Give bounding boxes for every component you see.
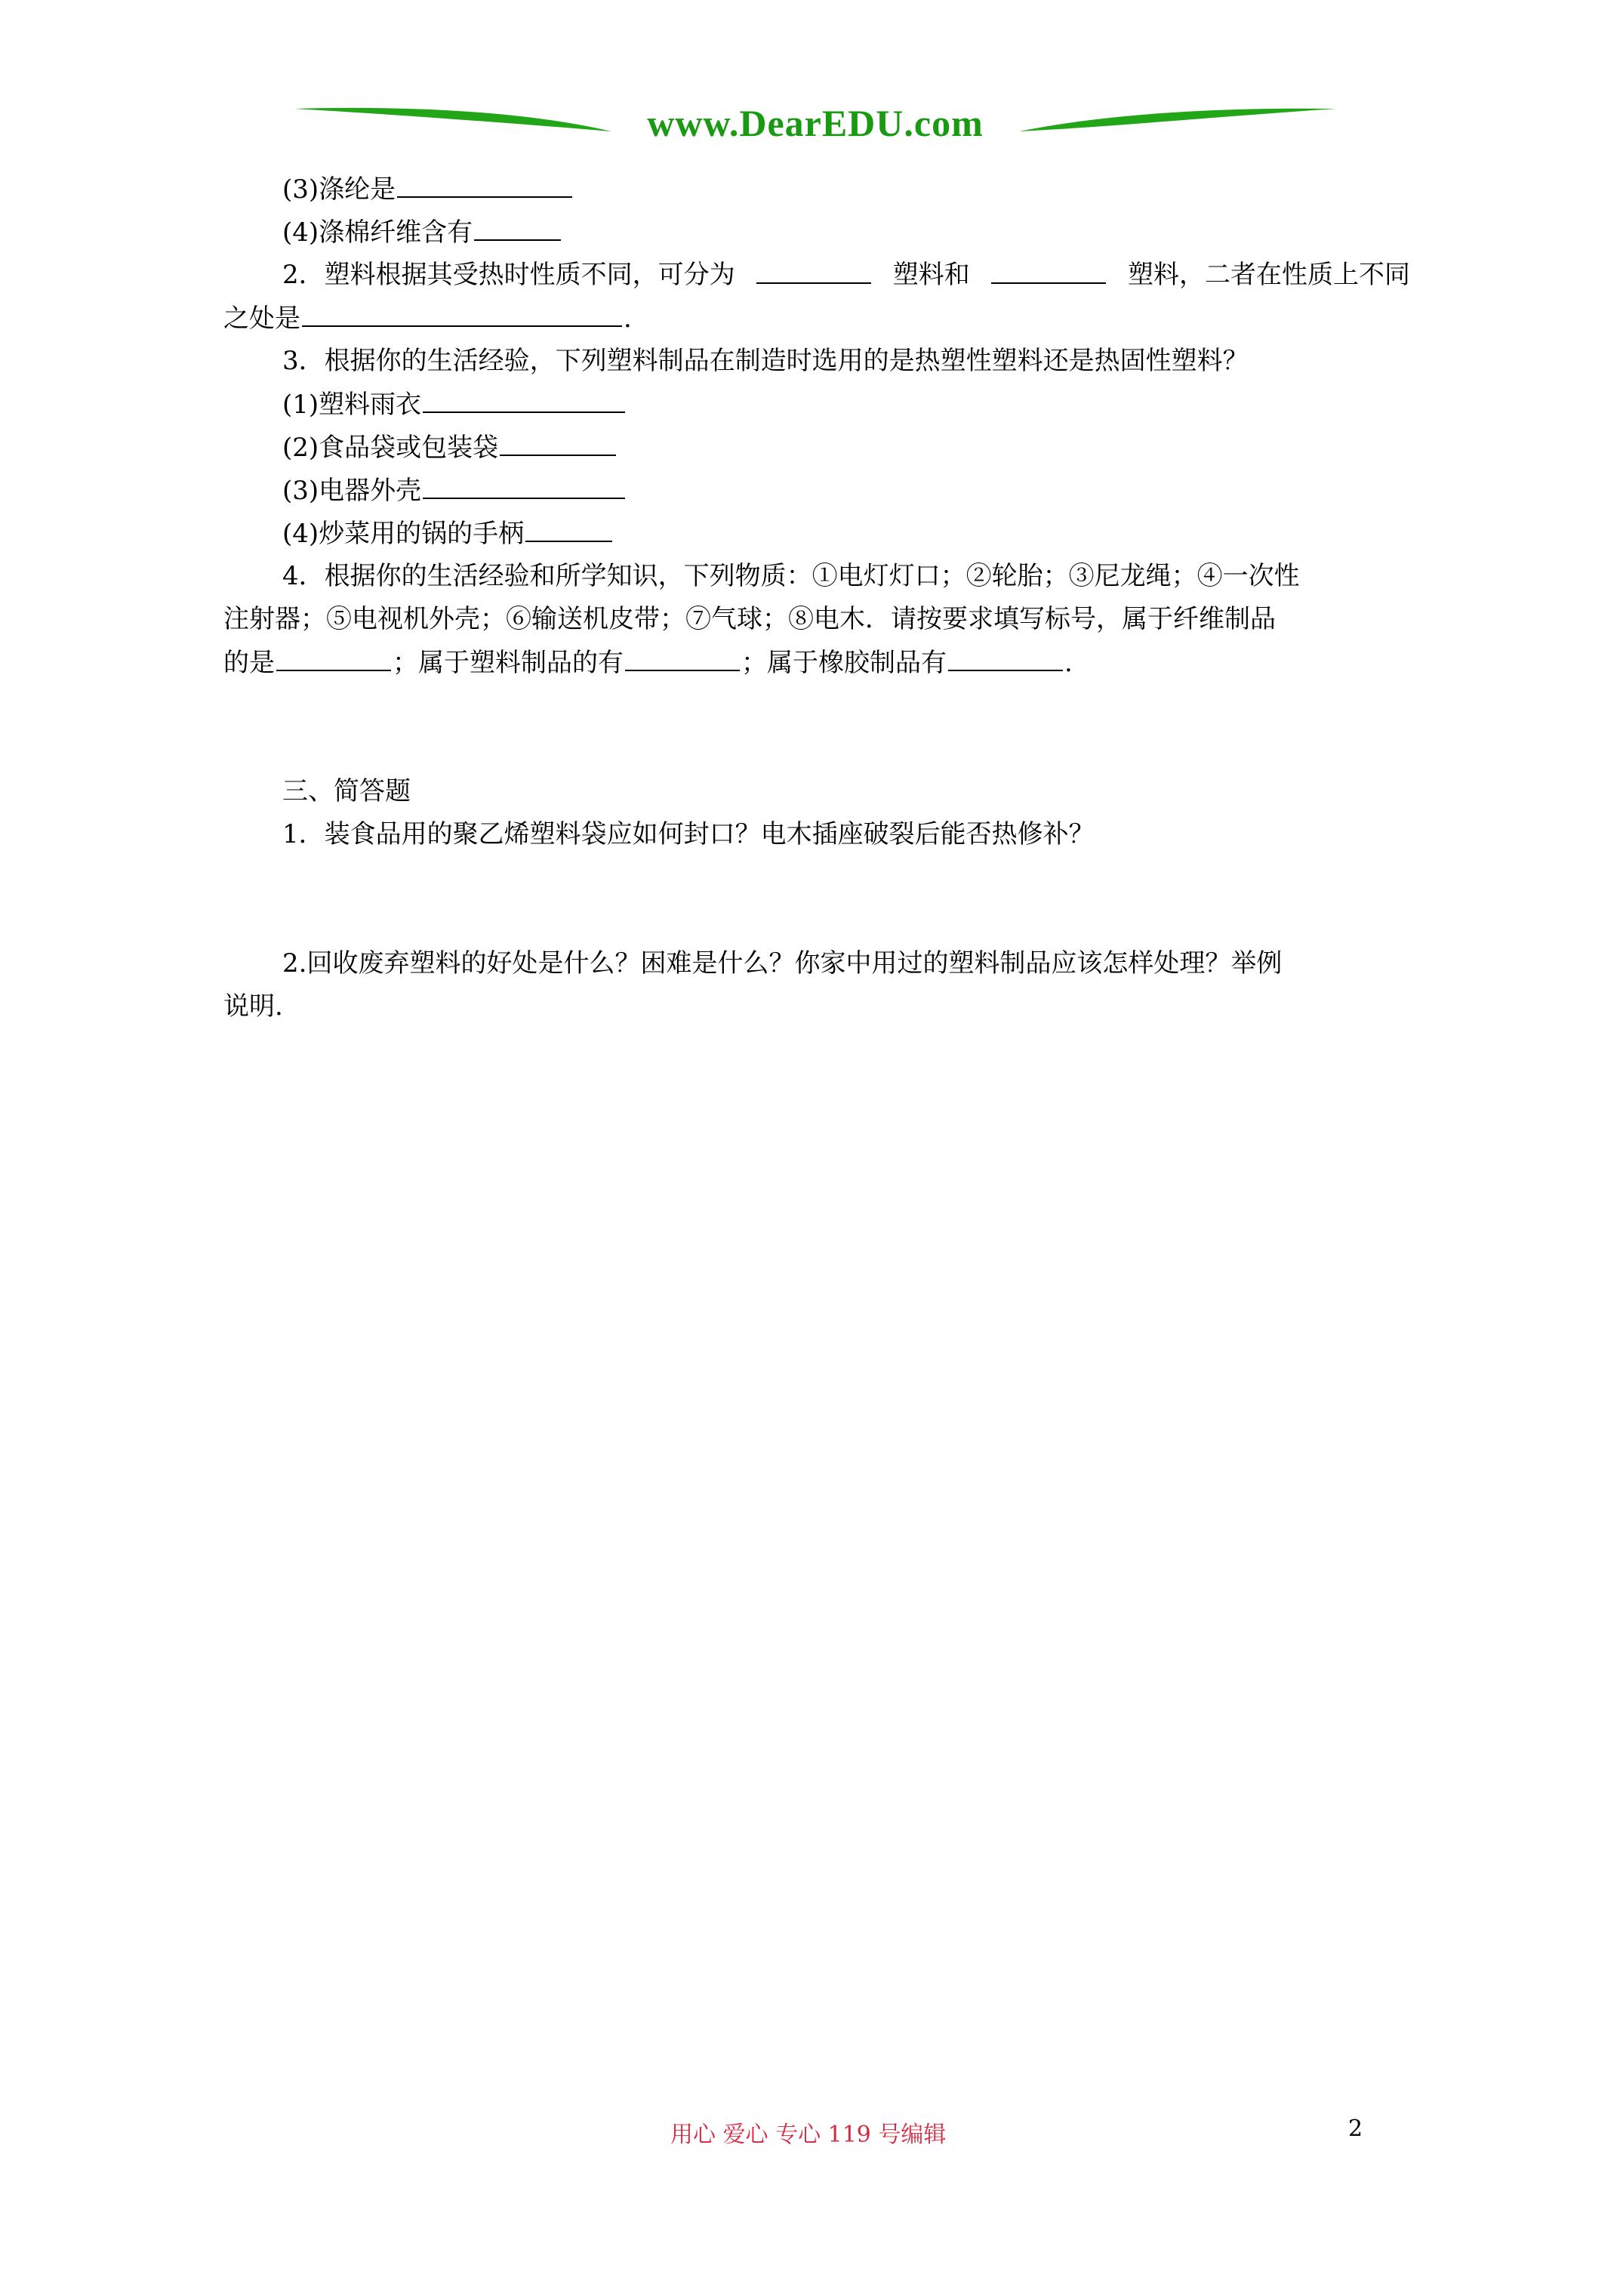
- question-text: 2．塑料根据其受热时性质不同，可分为: [282, 260, 735, 290]
- question-text: (1)塑料雨衣: [282, 390, 422, 420]
- question-line: [223, 211, 1410, 254]
- question-text: 塑料和: [892, 260, 970, 290]
- question-line: [223, 512, 1410, 555]
- question-text: (4)涤棉纤维含有: [282, 217, 473, 248]
- spacer: [223, 856, 1410, 942]
- spacer: [223, 684, 1410, 770]
- question-text: 3．根据你的生活经验，下列塑料制品在制造时选用的是热塑性塑料还是热固性塑料？: [282, 346, 1249, 376]
- question-text: .: [1064, 648, 1073, 678]
- answer-blank[interactable]: [500, 426, 616, 456]
- question-line: [223, 985, 1410, 1028]
- answer-blank[interactable]: [525, 512, 612, 542]
- question-line: [223, 383, 1410, 426]
- answer-blank[interactable]: [397, 168, 572, 198]
- question-text: (2)食品袋或包装袋: [282, 433, 499, 463]
- page-number: 2: [1348, 2116, 1363, 2142]
- question-line: [223, 813, 1410, 856]
- answer-blank[interactable]: [948, 641, 1063, 671]
- question-line: [223, 469, 1410, 512]
- question-line: [223, 340, 1410, 383]
- answer-blank[interactable]: [991, 254, 1106, 284]
- answer-blank[interactable]: [423, 383, 625, 413]
- question-text: 注射器；⑤电视机外壳；⑥输送机皮带；⑦气球；⑧电木．请按要求填写标号，属于纤维制品: [223, 604, 1276, 634]
- question-text: (3)涤纶是: [282, 174, 396, 205]
- document-body: [223, 168, 1410, 1028]
- question-line: [223, 641, 1410, 684]
- answer-blank[interactable]: [625, 641, 740, 671]
- question-text: 4．根据你的生活经验和所学知识，下列物质：①电灯灯口；②轮胎；③尼龙绳；④一次性: [282, 561, 1300, 591]
- question-line: [223, 254, 1410, 297]
- question-text: 说明.: [223, 991, 283, 1022]
- question-text: 之处是: [223, 304, 300, 334]
- answer-blank[interactable]: [276, 641, 391, 671]
- question-text: (3)电器外壳: [282, 476, 422, 506]
- question-line: [223, 598, 1410, 641]
- header-logo: [294, 98, 1336, 151]
- question-text: .: [624, 304, 632, 334]
- question-line: [223, 297, 1410, 340]
- question-text: ；属于塑料制品的有: [393, 648, 624, 678]
- question-line: [223, 426, 1410, 469]
- question-line: [223, 555, 1410, 598]
- question-line: [223, 942, 1410, 985]
- question-text: 2.回收废弃塑料的好处是什么？困难是什么？你家中用过的塑料制品应该怎样处理？举例: [282, 948, 1283, 978]
- question-line: [223, 168, 1410, 211]
- answer-blank[interactable]: [756, 254, 871, 284]
- question-text: 1．装食品用的聚乙烯塑料袋应如何封口？电木插座破裂后能否热修补？: [282, 819, 1095, 849]
- answer-blank[interactable]: [302, 297, 622, 327]
- answer-blank[interactable]: [423, 469, 625, 499]
- answer-blank[interactable]: [474, 211, 561, 241]
- logo-text: www.DearEDU.com: [647, 102, 984, 144]
- question-text: 塑料，二者在性质上不同: [1127, 260, 1410, 290]
- question-text: ；属于橡胶制品有: [741, 648, 947, 678]
- question-text: (4)炒菜用的锅的手柄: [282, 519, 525, 549]
- footer-text: 用心 爱心 专心 119 号编辑: [670, 2122, 947, 2148]
- question-text: 的是: [223, 648, 275, 678]
- section-title: 三、简答题: [282, 776, 411, 806]
